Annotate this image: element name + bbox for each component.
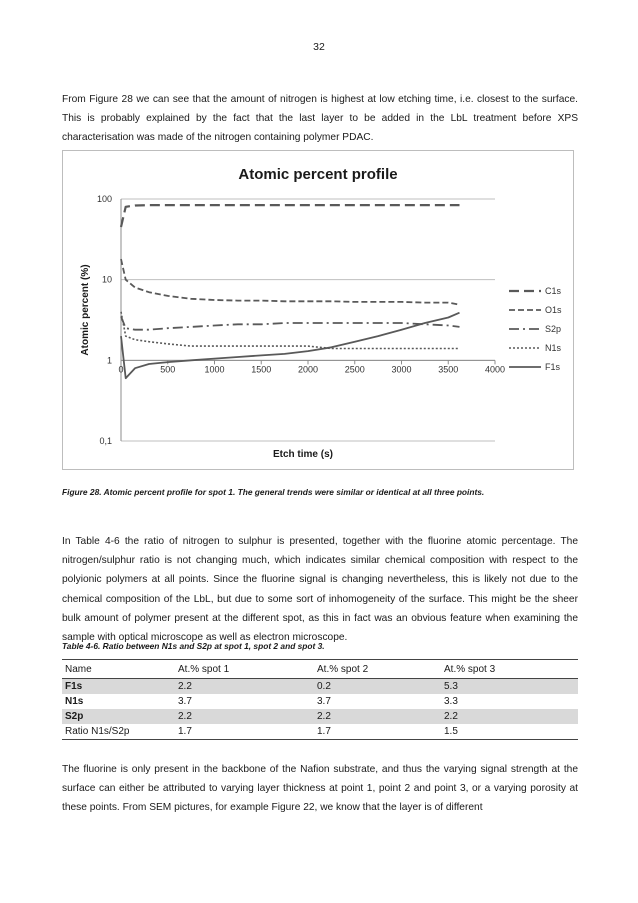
row-value: 2.2 (441, 709, 578, 724)
data-point-o1s (125, 279, 127, 281)
data-point-n1s (148, 341, 150, 343)
legend-label-s2p: S2p (545, 324, 562, 334)
data-point-o1s (377, 301, 379, 303)
data-point-f1s (261, 355, 263, 357)
data-point-o1s (148, 291, 150, 293)
data-point-s2p (459, 326, 461, 328)
data-point-f1s (190, 360, 192, 362)
data-point-s2p (237, 324, 239, 326)
row-name: Ratio N1s/S2p (62, 724, 175, 740)
data-point-o1s (401, 301, 403, 303)
row-value: 1.5 (441, 724, 578, 740)
row-value: 1.7 (314, 724, 441, 740)
x-tick-label: 0 (118, 364, 124, 375)
header-spot3: At.% spot 3 (441, 660, 578, 679)
row-value: 3.3 (444, 696, 458, 707)
data-point-s2p (307, 322, 309, 324)
data-point-c1s (377, 204, 379, 206)
data-point-n1s (354, 348, 356, 350)
row-name: N1s (65, 696, 84, 707)
data-point-c1s (125, 206, 127, 208)
data-point-c1s (459, 204, 461, 206)
series-line-n1s (121, 312, 460, 349)
table-caption: Table 4-6. Ratio between N1s and S2p at spot 1, spot 2 and spot 3. (62, 641, 325, 651)
row-name: S2p (62, 709, 175, 724)
chart-title: Atomic percent profile (238, 166, 398, 183)
data-point-s2p (448, 325, 450, 327)
row-value: 2.2 (175, 679, 314, 695)
x-tick-label: 1500 (251, 364, 272, 375)
data-point-o1s (307, 301, 309, 303)
data-point-c1s (261, 204, 263, 206)
table-row (62, 694, 578, 709)
data-point-n1s (237, 345, 239, 347)
data-point-c1s (307, 204, 309, 206)
row-name: F1s (62, 679, 175, 695)
data-point-f1s (125, 377, 127, 379)
data-point-s2p (125, 327, 127, 329)
data-point-c1s (284, 204, 286, 206)
table-row (62, 724, 578, 740)
data-point-f1s (148, 363, 150, 365)
row-value: 0.2 (314, 679, 441, 695)
data-point-f1s (214, 358, 216, 360)
data-point-o1s (448, 302, 450, 304)
header-spot1: At.% spot 1 (175, 660, 314, 679)
chart-atomic-percent-profile (62, 150, 574, 470)
y-tick-label: 100 (96, 194, 112, 204)
data-point-f1s (167, 361, 169, 363)
data-point-f1s (401, 329, 403, 331)
data-point-n1s (120, 311, 122, 313)
data-point-o1s (190, 298, 192, 300)
data-point-s2p (214, 325, 216, 327)
data-point-n1s (190, 345, 192, 347)
data-point-c1s (424, 204, 426, 206)
ratio-table (62, 659, 578, 740)
table-header-row (62, 660, 578, 679)
x-tick-label: 500 (160, 364, 176, 375)
legend-label-f1s: F1s (545, 362, 561, 372)
data-point-c1s (167, 204, 169, 206)
row-value: 2.2 (314, 709, 441, 724)
data-point-o1s (237, 300, 239, 302)
data-point-c1s (401, 204, 403, 206)
data-point-s2p (190, 326, 192, 328)
data-point-s2p (331, 322, 333, 324)
row-value: 1.7 (175, 724, 314, 740)
data-point-c1s (237, 204, 239, 206)
data-point-o1s (261, 300, 263, 302)
data-point-s2p (377, 322, 379, 324)
x-tick-label: 3500 (438, 364, 459, 375)
data-point-c1s (148, 204, 150, 206)
y-tick-label: 1 (106, 355, 112, 366)
series-line-o1s (121, 259, 460, 305)
data-point-o1s (214, 299, 216, 301)
data-point-n1s (377, 348, 379, 350)
data-point-c1s (214, 204, 216, 206)
data-point-o1s (284, 301, 286, 303)
data-point-s2p (134, 329, 136, 331)
data-point-s2p (261, 324, 263, 326)
data-point-o1s (120, 258, 122, 260)
data-point-f1s (424, 322, 426, 324)
data-point-n1s (125, 335, 127, 337)
table-row (62, 679, 578, 695)
legend-label-c1s: C1s (545, 286, 562, 296)
data-point-f1s (448, 317, 450, 319)
x-tick-label: 1000 (204, 364, 225, 375)
row-value: 3.7 (317, 696, 331, 707)
data-point-s2p (284, 322, 286, 324)
chart-svg (63, 151, 573, 469)
x-tick-label: 2500 (344, 364, 365, 375)
table-row (62, 709, 578, 724)
data-point-f1s (377, 335, 379, 337)
y-tick-label: 10 (101, 274, 112, 285)
row-value: 5.3 (441, 679, 578, 695)
data-point-f1s (354, 341, 356, 343)
data-point-n1s (448, 348, 450, 350)
y-axis-label: Atomic percent (%) (80, 264, 91, 356)
legend-label-n1s: N1s (545, 343, 562, 353)
data-point-c1s (354, 204, 356, 206)
data-point-c1s (120, 226, 122, 228)
data-point-c1s (331, 204, 333, 206)
paragraph-ratio: In Table 4-6 the ratio of nitrogen to sulphur is presented, together with the fluorine atomic percentage. The nitrogen/sulphur ratio is not changing much, which indicates similar chemical composition with respect to the polyionic polymers at all points. Since the fluorine signal is changing nevertheless, this is likely not due to the chemical composition of the LbL, but due to some sort of inhomogeneity of the surface. This might be the sheer bulk amount of polymer present at the different spot, as this in fact was an obvious feature when examining the sample with optical microscope as well as electron microscope. (62, 536, 578, 644)
data-point-o1s (424, 302, 426, 304)
data-point-s2p (401, 322, 403, 324)
paragraph-intro: From Figure 28 we can see that the amount of nitrogen is highest at low etching time, i.e. closest to the surface. This is probably explained by the fact that the last layer to be added in the LbL treatment before XPS characterisation was made of the nitrogen containing polymer PDAC. (62, 94, 578, 144)
series-line-c1s (121, 205, 460, 227)
header-name: Name (62, 660, 175, 679)
data-point-c1s (448, 204, 450, 206)
data-point-f1s (134, 367, 136, 369)
paragraph-fluorine: The fluorine is only present in the backbone of the Nafion substrate, and thus the varying signal strength at the surface can either be attributed to varying layer thickness at point 1, point 2 and point 3, or a varying porosity at these points. From SEM pictures, for example Figure 22, we know that the layer is of different (62, 764, 578, 814)
data-point-n1s (261, 345, 263, 347)
data-point-n1s (424, 348, 426, 350)
data-point-f1s (120, 335, 122, 337)
header-spot2: At.% spot 2 (314, 660, 441, 679)
data-point-o1s (134, 287, 136, 289)
data-point-s2p (167, 327, 169, 329)
data-point-n1s (214, 345, 216, 347)
x-tick-label: 2000 (297, 364, 319, 375)
data-point-o1s (459, 304, 461, 306)
data-point-n1s (167, 343, 169, 345)
data-point-o1s (331, 301, 333, 303)
data-point-c1s (134, 205, 136, 207)
data-point-o1s (354, 301, 356, 303)
x-tick-label: 3000 (391, 364, 412, 375)
data-point-f1s (237, 356, 239, 358)
data-point-n1s (134, 339, 136, 341)
data-point-n1s (401, 348, 403, 350)
legend-label-o1s: O1s (545, 305, 562, 315)
data-point-s2p (148, 329, 150, 331)
data-point-n1s (459, 348, 461, 350)
y-tick-label: 0,1 (99, 436, 112, 446)
figure-caption: Figure 28. Atomic percent profile for spot 1. The general trends were similar or identical at all three points. (62, 487, 485, 497)
data-point-f1s (307, 350, 309, 352)
data-point-o1s (167, 295, 169, 297)
data-point-f1s (284, 353, 286, 355)
row-value: 2.2 (175, 709, 314, 724)
data-point-f1s (331, 347, 333, 349)
data-point-n1s (284, 345, 286, 347)
x-axis-label: Etch time (s) (272, 449, 334, 460)
x-tick-label: 4000 (484, 364, 506, 375)
row-value: 3.7 (178, 696, 192, 707)
data-point-n1s (307, 345, 309, 347)
page-number: 32 (313, 41, 325, 53)
data-point-f1s (459, 312, 461, 314)
data-point-c1s (190, 204, 192, 206)
data-point-s2p (354, 322, 356, 324)
